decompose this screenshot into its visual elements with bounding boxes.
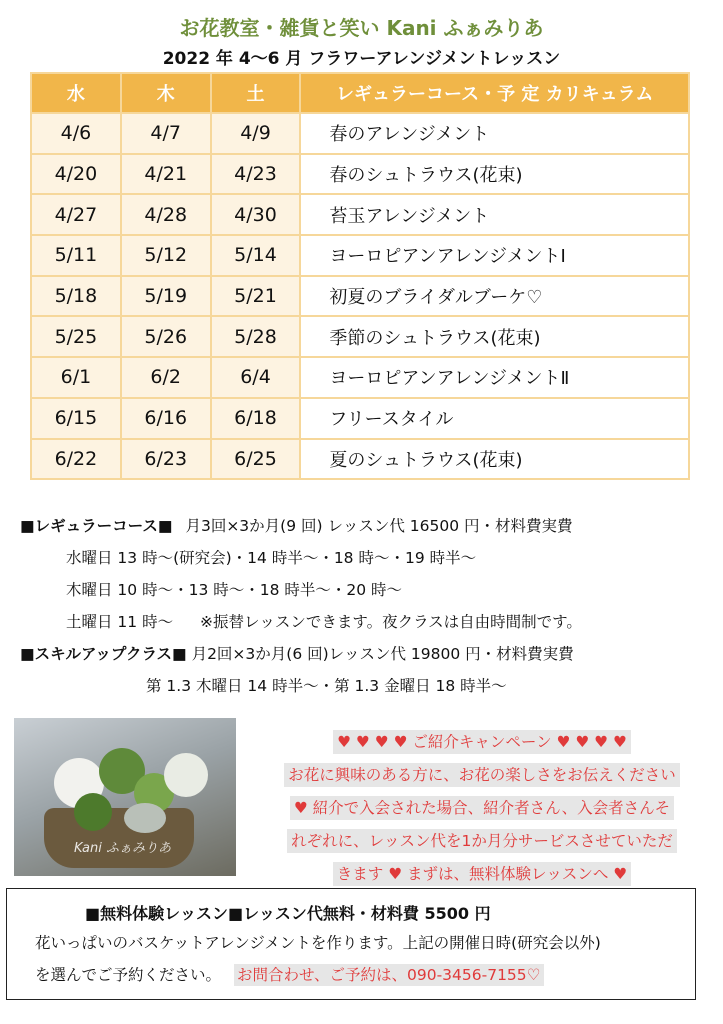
date-cell-wed: 5/18 <box>31 276 121 317</box>
date-cell-sat: 5/14 <box>211 235 301 276</box>
date-cell-wed: 5/25 <box>31 316 121 357</box>
campaign-line: れぞれに、レッスン代を1か月分サービスさせていただ <box>252 829 712 851</box>
flower-silver <box>124 803 166 833</box>
schedule-table <box>30 72 690 480</box>
regular-sat: 土曜日 11 時～ <box>66 613 174 631</box>
date-cell-thu: 6/2 <box>121 357 211 398</box>
regular-sat-line <box>66 610 582 632</box>
date-cell-sat: 5/28 <box>211 316 301 357</box>
curriculum-cell: 夏のシュトラウス(花束) <box>300 439 689 480</box>
free-trial-box <box>6 888 696 1000</box>
schedule-row <box>31 235 689 276</box>
schedule-row <box>31 398 689 439</box>
curriculum-cell: 季節のシュトラウス(花束) <box>300 316 689 357</box>
regular-sat-note: ※振替レッスンできます。夜クラスは自由時間制です。 <box>200 613 582 631</box>
skillup-heading: ■スキルアップクラス■ <box>20 645 187 663</box>
date-cell-wed: 6/22 <box>31 439 121 480</box>
page-title: お花教室・雑貨と笑い Kani ふぁみりあ <box>179 16 544 40</box>
regular-course-summary: 月3回×3か月(9 回) レッスン代 16500 円・材料費実費 <box>185 517 573 535</box>
regular-course-heading: ■レギュラーコース■ <box>20 517 173 535</box>
campaign-line: きます ♥ まずは、無料体験レッスンへ ♥ <box>252 862 712 884</box>
skillup-summary: 月2回×3か月(6 回)レッスン代 19800 円・材料費実費 <box>191 645 574 663</box>
date-cell-thu: 6/23 <box>121 439 211 480</box>
date-cell-sat: 6/25 <box>211 439 301 480</box>
date-cell-thu: 5/12 <box>121 235 211 276</box>
page-subtitle: 2022 年 4～6 月 フラワーアレンジメントレッスン <box>162 49 561 69</box>
skillup-line <box>20 642 574 664</box>
curriculum-cell: ヨーロピアンアレンジメントⅠ <box>300 235 689 276</box>
header-wed: 水 <box>31 73 121 113</box>
header-sat: 土 <box>211 73 301 113</box>
regular-wed: 水曜日 13 時～(研究会)・14 時半～・18 時～・19 時半～ <box>66 549 477 567</box>
date-cell-thu: 4/28 <box>121 194 211 235</box>
photo-watermark: Kani ふぁみりあ <box>74 841 172 856</box>
trial-description: 花いっぱいのバスケットアレンジメントを作ります。上記の開催日時(研究会以外) <box>35 934 601 952</box>
schedule-row <box>31 194 689 235</box>
date-cell-thu: 4/21 <box>121 154 211 195</box>
curriculum-cell: 春のシュトラウス(花束) <box>300 154 689 195</box>
schedule-row <box>31 154 689 195</box>
schedule-row <box>31 113 689 154</box>
campaign-line: ♥ 紹介で入会された場合、紹介者さん、入会者さんそ <box>252 796 712 818</box>
date-cell-thu: 5/26 <box>121 316 211 357</box>
curriculum-cell: ヨーロピアンアレンジメントⅡ <box>300 357 689 398</box>
schedule-header <box>31 73 689 113</box>
date-cell-wed: 4/27 <box>31 194 121 235</box>
trial-contact: お問合わせ、ご予約は、090-3456-7155♡ <box>234 964 544 986</box>
referral-campaign <box>252 730 712 895</box>
date-cell-thu: 5/19 <box>121 276 211 317</box>
header-thu: 木 <box>121 73 211 113</box>
regular-thu: 木曜日 10 時～・13 時～・18 時半～・20 時～ <box>66 581 403 599</box>
date-cell-sat: 6/4 <box>211 357 301 398</box>
flower-basket-photo <box>14 718 236 876</box>
flower-white-2 <box>164 753 208 797</box>
curriculum-cell: 春のアレンジメント <box>300 113 689 154</box>
regular-course-line <box>20 514 572 536</box>
date-cell-wed: 5/11 <box>31 235 121 276</box>
date-cell-sat: 4/30 <box>211 194 301 235</box>
schedule-header-row <box>31 73 689 113</box>
skillup-schedule: 第 1.3 木曜日 14 時半～・第 1.3 金曜日 18 時半～ <box>146 677 507 695</box>
date-cell-wed: 4/20 <box>31 154 121 195</box>
trial-heading: ■無料体験レッスン■レッスン代無料・材料費 5500 円 <box>85 904 491 923</box>
curriculum-cell: フリースタイル <box>300 398 689 439</box>
schedule-row <box>31 357 689 398</box>
campaign-line: お花に興味のある方に、お花の楽しさをお伝えください <box>252 763 712 785</box>
date-cell-wed: 6/1 <box>31 357 121 398</box>
campaign-line: ♥ ♥ ♥ ♥ ご紹介キャンペーン ♥ ♥ ♥ ♥ <box>252 730 712 752</box>
date-cell-sat: 4/9 <box>211 113 301 154</box>
curriculum-cell: 初夏のブライダルブーケ♡ <box>300 276 689 317</box>
header-curriculum: レギュラーコース・予 定 カリキュラム <box>300 73 689 113</box>
date-cell-sat: 5/21 <box>211 276 301 317</box>
flower-green-3 <box>74 793 112 831</box>
schedule-body <box>31 113 689 479</box>
trial-reserve-line <box>35 963 544 985</box>
date-cell-wed: 6/15 <box>31 398 121 439</box>
date-cell-sat: 6/18 <box>211 398 301 439</box>
date-cell-thu: 4/7 <box>121 113 211 154</box>
schedule-row <box>31 276 689 317</box>
date-cell-wed: 4/6 <box>31 113 121 154</box>
curriculum-cell: 苔玉アレンジメント <box>300 194 689 235</box>
schedule-row <box>31 439 689 480</box>
date-cell-thu: 6/16 <box>121 398 211 439</box>
date-cell-sat: 4/23 <box>211 154 301 195</box>
trial-reserve: を選んでご予約ください。 <box>35 966 222 984</box>
schedule-row <box>31 316 689 357</box>
